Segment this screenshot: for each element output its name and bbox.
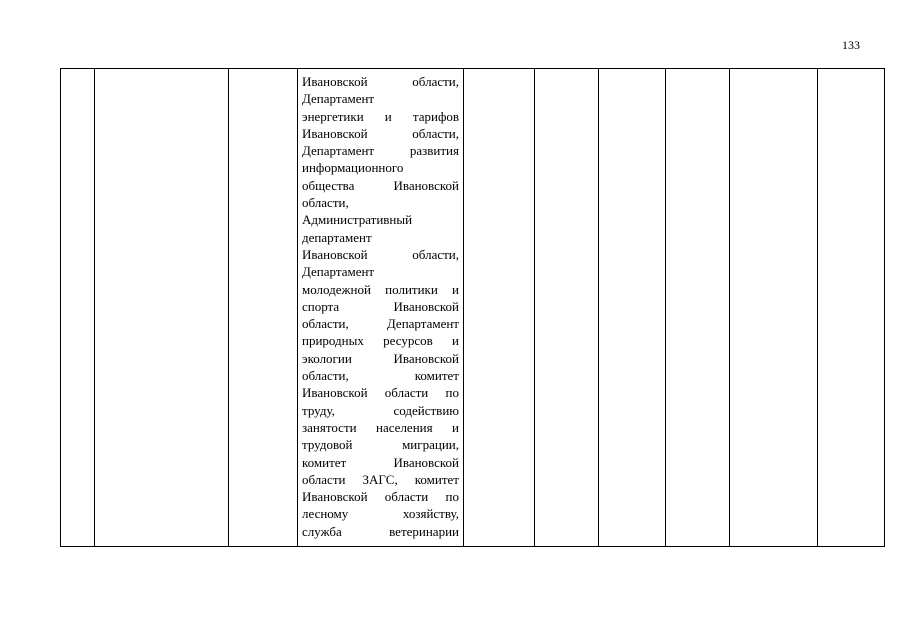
cell-text-block bbox=[302, 73, 459, 546]
cell-text-line: Департамент развития bbox=[302, 143, 459, 159]
table-cell-col-5 bbox=[464, 69, 535, 547]
cell-text-line: области, комитет bbox=[302, 368, 459, 384]
table-row bbox=[61, 69, 885, 547]
cell-text-line: занятости населения и bbox=[302, 419, 459, 435]
cell-text-line: природных ресурсов и bbox=[302, 333, 459, 349]
cell-text-line: Департамент bbox=[302, 264, 375, 280]
table-cell-col-1 bbox=[61, 69, 95, 547]
cell-text-line: области, Департамент bbox=[302, 316, 459, 332]
cell-text-line: Ивановской области по bbox=[302, 489, 459, 505]
cell-text-line: служба ветеринарии bbox=[302, 523, 459, 539]
cell-text-line: Ивановской области по bbox=[302, 385, 459, 401]
table-cell-col-10 bbox=[818, 69, 885, 547]
cell-text-line: спорта Ивановской bbox=[302, 298, 459, 314]
cell-text-line: молодежной политики и bbox=[302, 281, 459, 297]
cell-text-line: трудовой миграции, bbox=[302, 437, 459, 453]
document-table bbox=[60, 68, 885, 547]
cell-text-line: Ивановской области, bbox=[302, 125, 459, 141]
cell-text-line: информационного bbox=[302, 160, 404, 176]
cell-text-line: лесному хозяйству, bbox=[302, 506, 459, 522]
table-cell-col-8 bbox=[666, 69, 730, 547]
cell-text-line: Ивановской области, bbox=[302, 74, 459, 89]
table-cell-col-2 bbox=[95, 69, 229, 547]
cell-text-line: области ЗАГС, комитет bbox=[302, 471, 459, 487]
cell-text-line: области, bbox=[302, 195, 349, 211]
cell-text-line: общества Ивановской bbox=[302, 177, 459, 193]
cell-text-line: департамент bbox=[302, 229, 372, 245]
cell-text-line: комитет Ивановской bbox=[302, 454, 459, 470]
page-number: 133 bbox=[842, 38, 860, 52]
cell-text-line: Ивановской области, bbox=[302, 246, 459, 262]
cell-text-line: энергетики и тарифов bbox=[302, 108, 459, 124]
table-cell-col-7 bbox=[599, 69, 666, 547]
table-cell-col-3 bbox=[229, 69, 298, 547]
cell-text-line: труду, содействию bbox=[302, 402, 459, 418]
cell-text-line: экологии Ивановской bbox=[302, 350, 459, 366]
table-cell-col-9 bbox=[730, 69, 818, 547]
cell-text-line: Административный bbox=[302, 212, 413, 228]
table-cell-col-6 bbox=[535, 69, 599, 547]
table-cell-col-4 bbox=[298, 69, 464, 547]
cell-text-line: Департамент bbox=[302, 91, 375, 107]
